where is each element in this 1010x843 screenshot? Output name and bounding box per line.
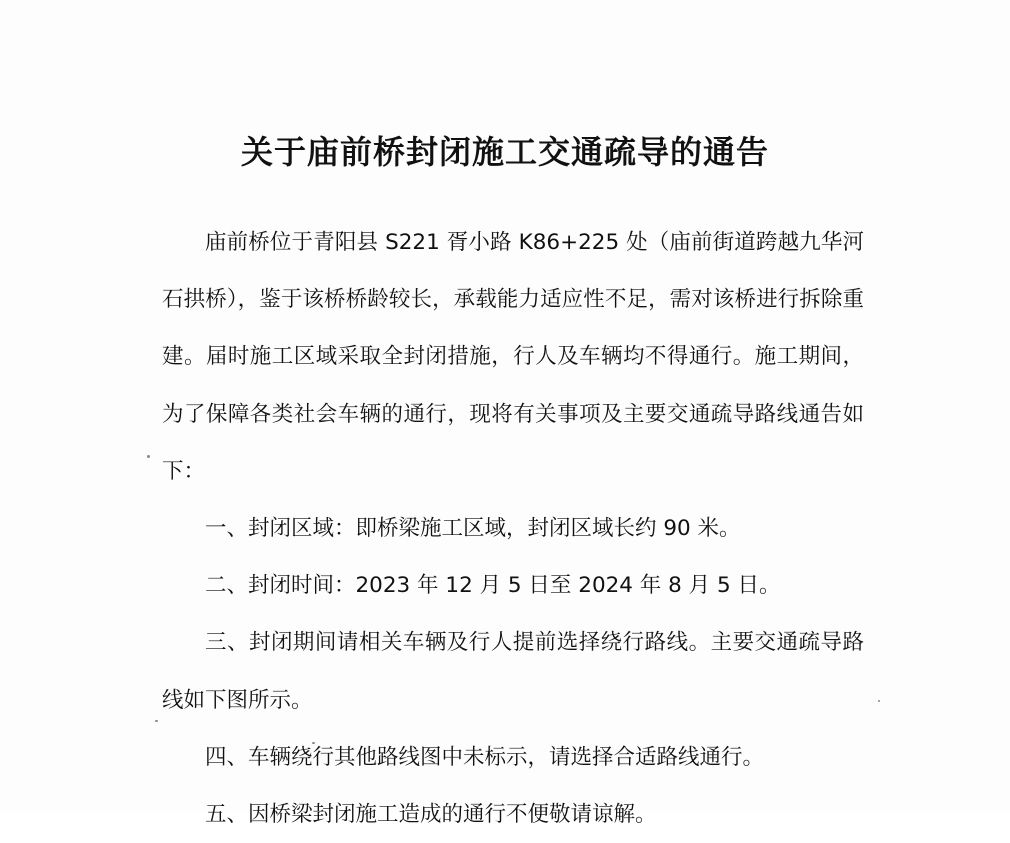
intro-paragraph: 庙前桥位于青阳县 S221 胥小路 K86+225 处（庙前街道跨越九华河石拱桥），鉴于该桥桥龄较长，承载能力适应性不足，需对该桥进行拆除重建。届时施工区域采取全封闭措施，行人及车辆均不得通行。施工期间，为了保障各类社会车辆的通行，现将有关事项及主要交通疏导路线通告如下： [162, 230, 864, 484]
item-detour-route: 三、封闭期间请相关车辆及行人提前选择绕行路线。主要交通疏导路线如下图所示。 [162, 630, 864, 713]
document-body [162, 214, 864, 843]
document-title: 关于庙前桥封闭施工交通疏导的通告 [240, 133, 769, 171]
item-other-routes: 四、车辆绕行其他路线图中未标示，请选择合适路线通行。 [205, 744, 765, 770]
scan-speck [147, 455, 150, 458]
item-closure-time: 二、封闭时间：2023 年 12 月 5 日至 2024 年 8 月 5 日。 [205, 573, 781, 599]
scan-speck [155, 720, 158, 722]
scan-speck [312, 742, 315, 744]
item-closure-area: 一、封闭区域：即桥梁施工区域，封闭区域长约 90 米。 [205, 516, 741, 542]
scan-speck [878, 700, 880, 702]
item-apology: 五、因桥梁封闭施工造成的通行不便敬请谅解。 [205, 802, 657, 828]
